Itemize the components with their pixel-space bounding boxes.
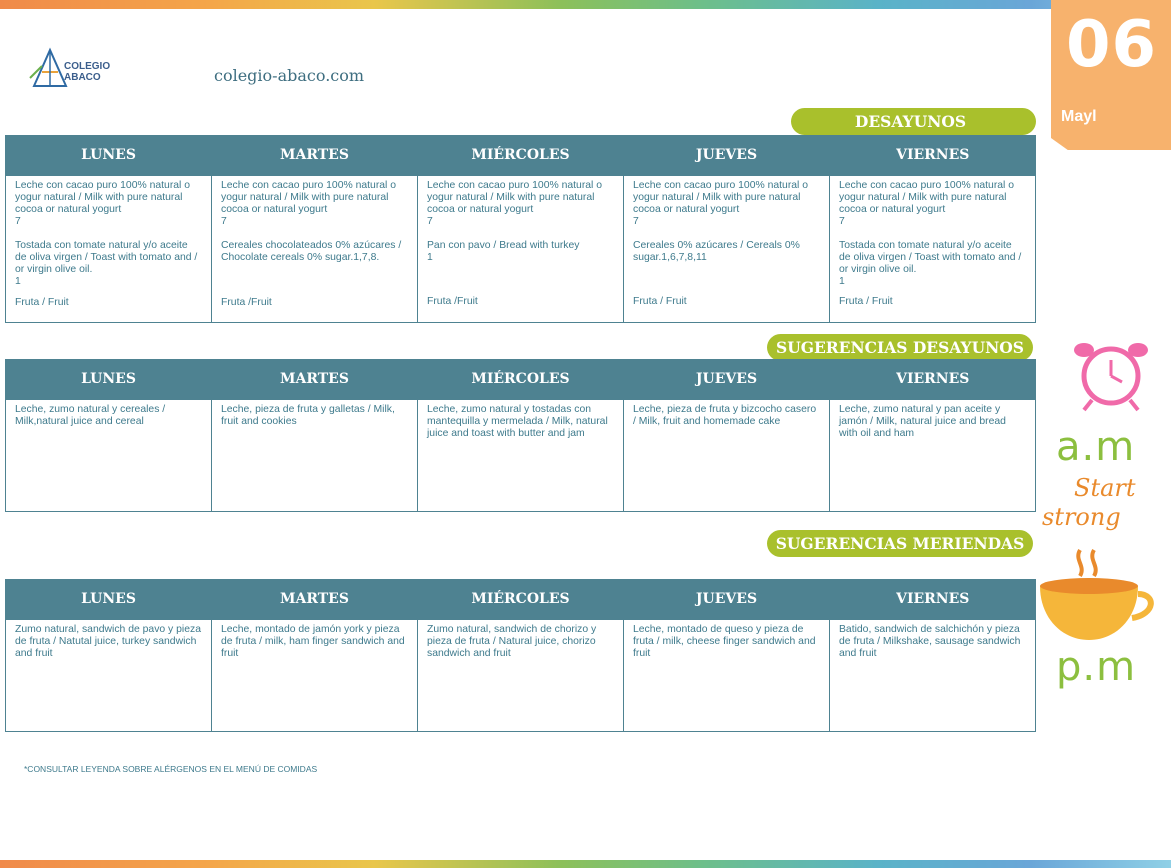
day-header: LUNES bbox=[6, 135, 212, 176]
day-number: 06 bbox=[1066, 8, 1158, 82]
menu-cell bbox=[418, 400, 624, 512]
table-header-row bbox=[6, 135, 1036, 176]
sugerencias-meriendas-table bbox=[5, 579, 1036, 732]
menu-cell bbox=[212, 176, 418, 323]
menu-cell bbox=[212, 400, 418, 512]
allergen-code: 7 bbox=[15, 216, 21, 227]
menu-cell bbox=[6, 176, 212, 323]
menu-cell bbox=[624, 400, 830, 512]
day-header: VIERNES bbox=[830, 579, 1036, 620]
menu-item: Fruta / Fruit bbox=[15, 297, 69, 308]
menu-item: Leche con cacao puro 100% natural o yogur natural / Milk with pure natural cocoa or natural yogurt bbox=[427, 180, 603, 215]
day-header: MARTES bbox=[212, 579, 418, 620]
sugerencias-desayunos-table bbox=[5, 359, 1036, 512]
logo-text: COLEGIO ABACO bbox=[64, 61, 111, 83]
menu-item: Batido, sandwich de salchichón y pieza de fruta / Milkshake, sausage sandwich and fruit bbox=[839, 624, 1021, 659]
day-header: VIERNES bbox=[830, 135, 1036, 176]
menu-item: Fruta /Fruit bbox=[427, 296, 478, 307]
day-header: JUEVES bbox=[624, 135, 830, 176]
day-header: MARTES bbox=[212, 135, 418, 176]
allergen-code: 7 bbox=[221, 216, 227, 227]
day-header: VIERNES bbox=[830, 359, 1036, 400]
website-link[interactable]: colegio-abaco.com bbox=[214, 66, 365, 85]
desayunos-table bbox=[5, 135, 1036, 323]
table-row bbox=[6, 176, 1036, 323]
strong-text: strong bbox=[1042, 503, 1121, 531]
section-title-sugerencias-meriendas: SUGERENCIAS MERIENDAS bbox=[767, 530, 1033, 557]
menu-cell bbox=[212, 620, 418, 732]
allergen-code: 1 bbox=[839, 276, 845, 287]
menu-item: Cereales chocolateados 0% azúcares / Chocolate cereals 0% sugar.1,7,8. bbox=[221, 240, 402, 263]
menu-item: Tostada con tomate natural y/o aceite de oliva virgen / Toast with tomato and / or virgin olive oil. bbox=[15, 240, 198, 275]
menu-item: Leche, montado de jamón york y pieza de fruta / milk, ham finger sandwich and fruit bbox=[221, 624, 405, 659]
menu-item: Leche, zumo natural y pan aceite y jamón / Milk, natural juice and bread with oil and ham bbox=[839, 404, 1006, 439]
menu-item: Cereales 0% azúcares / Cereals 0% sugar.1,6,7,8,11 bbox=[633, 240, 800, 263]
table-row bbox=[6, 400, 1036, 512]
allergen-code: 1 bbox=[427, 252, 433, 263]
allergen-code: 1 bbox=[15, 276, 21, 287]
section-title-desayunos: DESAYUNOS bbox=[791, 108, 1036, 135]
top-color-bar bbox=[0, 0, 1171, 9]
day-header: JUEVES bbox=[624, 359, 830, 400]
alarm-clock-icon bbox=[1070, 338, 1152, 414]
allergen-code: 7 bbox=[427, 216, 433, 227]
bottom-color-bar bbox=[0, 860, 1171, 868]
allergen-footnote: *CONSULTAR LEYENDA SOBRE ALÉRGENOS EN EL MENÚ DE COMIDAS bbox=[24, 764, 318, 774]
menu-cell bbox=[624, 620, 830, 732]
menu-item: Zumo natural, sandwich de chorizo y pieza de fruta / Natural juice, chorizo sandwich and fruit bbox=[427, 624, 597, 659]
menu-cell bbox=[830, 400, 1036, 512]
month-label: Mayl bbox=[1061, 108, 1097, 125]
menu-item: Leche con cacao puro 100% natural o yogur natural / Milk with pure natural cocoa or natural yogurt bbox=[221, 180, 397, 215]
table-header-row bbox=[6, 359, 1036, 400]
menu-item: Fruta /Fruit bbox=[221, 297, 272, 308]
menu-item: Leche con cacao puro 100% natural o yogur natural / Milk with pure natural cocoa or natural yogurt bbox=[839, 180, 1015, 215]
menu-item: Pan con pavo / Bread with turkey bbox=[427, 240, 580, 251]
day-header: MIÉRCOLES bbox=[418, 579, 624, 620]
menu-cell bbox=[830, 620, 1036, 732]
day-header: LUNES bbox=[6, 359, 212, 400]
menu-cell bbox=[418, 620, 624, 732]
allergen-code: 7 bbox=[633, 216, 639, 227]
allergen-code: 7 bbox=[839, 216, 845, 227]
menu-item: Leche con cacao puro 100% natural o yogur natural / Milk with pure natural cocoa or natural yogurt bbox=[15, 180, 191, 215]
table-row bbox=[6, 620, 1036, 732]
section-title-sugerencias-desayunos: SUGERENCIAS DESAYUNOS bbox=[767, 334, 1033, 361]
menu-item: Leche con cacao puro 100% natural o yogur natural / Milk with pure natural cocoa or natural yogurt bbox=[633, 180, 809, 215]
table-header-row bbox=[6, 579, 1036, 620]
start-text: Start bbox=[1074, 474, 1136, 502]
menu-cell bbox=[6, 620, 212, 732]
pm-label: p.m bbox=[1056, 644, 1137, 690]
menu-item: Fruta / Fruit bbox=[839, 296, 893, 307]
menu-cell bbox=[624, 176, 830, 323]
menu-cell bbox=[830, 176, 1036, 323]
coffee-cup-icon bbox=[1034, 548, 1158, 646]
menu-item: Leche, pieza de fruta y galletas / Milk, fruit and cookies bbox=[221, 404, 395, 427]
day-header: MIÉRCOLES bbox=[418, 359, 624, 400]
menu-item: Fruta / Fruit bbox=[633, 296, 687, 307]
am-label: a.m bbox=[1056, 424, 1136, 470]
menu-item: Zumo natural, sandwich de pavo y pieza de fruta / Natutal juice, turkey sandwich and fruit bbox=[15, 624, 201, 659]
menu-item: Leche, montado de queso y pieza de fruta / milk, cheese finger sandwich and fruit bbox=[633, 624, 816, 659]
day-header: MIÉRCOLES bbox=[418, 135, 624, 176]
day-header: LUNES bbox=[6, 579, 212, 620]
menu-cell bbox=[6, 400, 212, 512]
menu-item: Leche, pieza de fruta y bizcocho casero / Milk, fruit and homemade cake bbox=[633, 404, 817, 427]
day-header: MARTES bbox=[212, 359, 418, 400]
menu-item: Leche, zumo natural y cereales / Milk,natural juice and cereal bbox=[15, 404, 166, 427]
menu-item: Leche, zumo natural y tostadas con mantequilla y mermelada / Milk, natural juice and toast with butter and jam bbox=[427, 404, 608, 439]
menu-cell bbox=[418, 176, 624, 323]
menu-item: Tostada con tomate natural y/o aceite de oliva virgen / Toast with tomato and / or virgin olive oil. bbox=[839, 240, 1022, 275]
day-header: JUEVES bbox=[624, 579, 830, 620]
